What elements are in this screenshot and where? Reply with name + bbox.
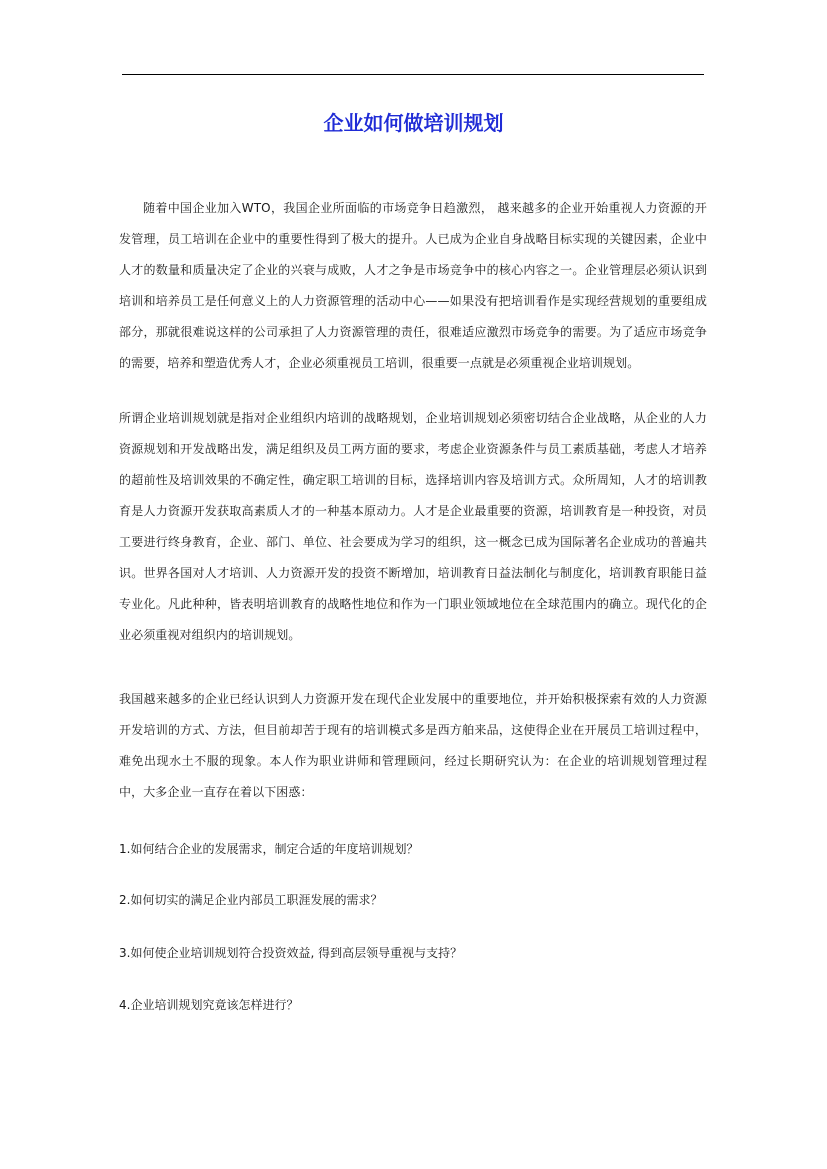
question-item-1: 1.如何结合企业的发展需求，制定合适的年度培训规划？	[119, 842, 419, 856]
paragraph-intro: 随着中国企业加入WTO，我国企业所面临的市场竞争日趋激烈， 越来越多的企业开始重视人力资源的开发管理，员工培训在企业中的重要性得到了极大的提升。人已成为企业自身战略目标实现的关键因素，企业中人才的数量和质量决定了企业的兴衰与成败，人才之争是市场竞争中的核心内容之一。企业管理层必须认识到培训和培养员工是任何意义上的人力资源管理的活动中心——如果没有把培训看作是实现经营规划的重要组成部分，那就很难说这样的公司承担了人力资源管理的责任，很难适应激烈市场竞争的需要。为了适应市场竞争的需要，培养和塑造优秀人才，企业必须重视员工培训，很重要一点就是必须重视企业培训规划。	[119, 201, 707, 370]
document-title: 企业如何做培训规划	[323, 111, 504, 135]
question-item-3: 3.如何使企业培训规划符合投资效益, 得到高层领导重视与支持？	[119, 946, 463, 960]
paragraph-definition: 所谓企业培训规划就是指对企业组织内培训的战略规划，企业培训规划必须密切结合企业战略，从企业的人力资源规划和开发战略出发，满足组织及员工两方面的要求，考虑企业资源条件与员工素质基础，考虑人才培养的超前性及培训效果的不确定性，确定职工培训的目标，选择培训内容及培训方式。众所周知，人才的培训教育是人力资源开发获取高素质人才的一种基本原动力。人才是企业最重要的资源，培训教育是一种投资，对员工要进行终身教育，企业、部门、单位、社会要成为学习的组织，这一概念已成为国际著名企业成功的普遍共识。世界各国对人才培训、人力资源开发的投资不断增加，培训教育日益法制化与制度化，培训教育职能日益专业化。凡此种种，皆表明培训教育的战略性地位和作为一门职业领域地位在全球范围内的确立。现代化的企业必须重视对组织内的培训规划。	[119, 411, 707, 642]
paragraph-problem: 我国越来越多的企业已经认识到人力资源开发在现代企业发展中的重要地位，并开始积极探索有效的人力资源开发培训的方式、方法，但目前却苦于现有的培训模式多是西方舶来品，这使得企业在开展员工培训过程中，难免出现水土不服的现象。本人作为职业讲师和管理顾问，经过长期研究认为：在企业的培训规划管理过程中，大多企业一直存在着以下困惑：	[119, 692, 707, 799]
question-item-2: 2.如何切实的满足企业内部员工职涯发展的需求？	[119, 893, 383, 907]
question-item-4: 4.企业培训规划究竟该怎样进行？	[119, 998, 299, 1012]
header-rule	[122, 74, 704, 75]
